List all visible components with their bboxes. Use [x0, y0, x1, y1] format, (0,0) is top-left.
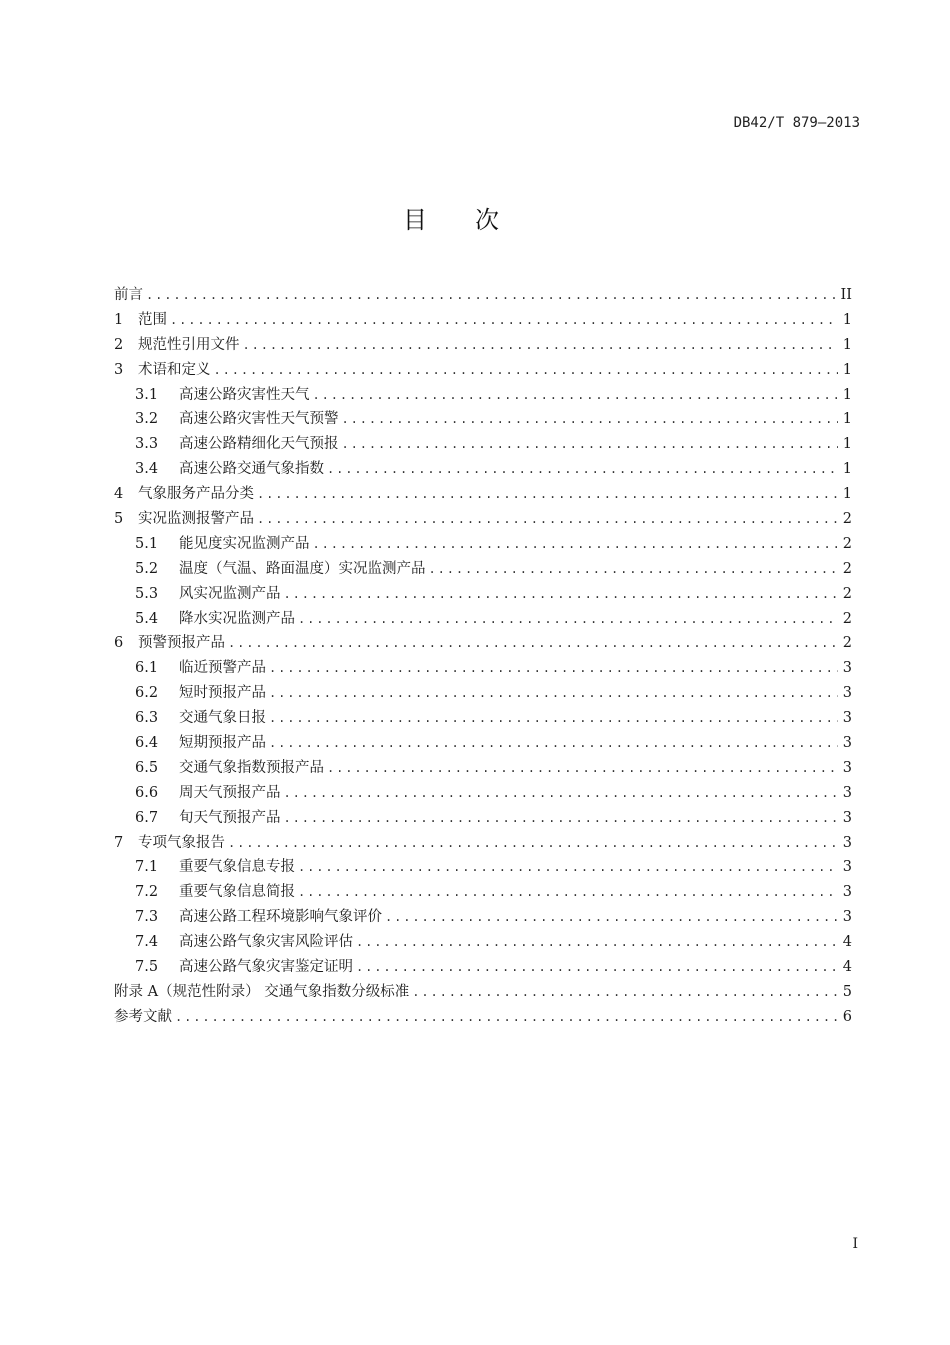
- toc-entry-number: 3.1: [135, 386, 159, 403]
- toc-dot-leader: [269, 656, 838, 681]
- toc-dot-leader: [243, 333, 839, 358]
- toc-entry-label: 高速公路交通气象指数: [179, 461, 324, 478]
- toc-entry-label: 附录 A（规范性附录） 交通气象指数分级标准: [114, 983, 410, 1000]
- toc-entry-number: 5.2: [135, 560, 159, 577]
- toc-entry-number: 6.4: [135, 735, 159, 752]
- toc-entry-page: 3: [842, 710, 852, 727]
- toc-entry-label: 重要气象信息专报: [179, 859, 295, 876]
- toc-entry-number: 6.7: [135, 809, 159, 826]
- toc-entry[interactable]: [114, 756, 852, 781]
- toc-entry[interactable]: [114, 681, 852, 706]
- toc-entry[interactable]: [114, 781, 852, 806]
- toc-entry-label: 实况监测报警产品: [138, 511, 254, 528]
- toc-entry[interactable]: [114, 930, 852, 955]
- page-title: 目次: [403, 206, 547, 234]
- toc-entry[interactable]: [114, 656, 852, 681]
- toc-entry[interactable]: [114, 532, 852, 557]
- toc-entry-label: 临近预警产品: [179, 660, 266, 677]
- toc-entry[interactable]: [114, 482, 852, 507]
- toc-entry-page: 1: [842, 311, 852, 328]
- toc-entry[interactable]: [114, 507, 852, 532]
- toc-entry[interactable]: [114, 806, 852, 831]
- toc-entry-page: 2: [842, 535, 852, 552]
- toc-entry-label: 高速公路气象灾害风险评估: [179, 934, 353, 951]
- toc-dot-leader: [146, 283, 837, 308]
- toc-dot-leader: [298, 880, 838, 905]
- toc-entry-number: 6.5: [135, 759, 159, 776]
- toc-entry-page: 3: [842, 660, 852, 677]
- toc-entry-page: 3: [842, 735, 852, 752]
- toc-entry-number: 6.3: [135, 710, 159, 727]
- toc-entry-label: 预警预报产品: [138, 635, 225, 652]
- toc-dot-leader: [327, 457, 838, 482]
- table-of-contents: [114, 283, 852, 1030]
- toc-entry-page: 4: [842, 934, 852, 951]
- toc-entry[interactable]: [114, 831, 852, 856]
- toc-entry[interactable]: [114, 607, 852, 632]
- toc-dot-leader: [356, 930, 838, 955]
- toc-dot-leader: [170, 308, 838, 333]
- toc-entry-label: 高速公路气象灾害鉴定证明: [179, 959, 353, 976]
- toc-entry-label: 高速公路灾害性天气: [179, 386, 310, 403]
- toc-entry-number: 5.1: [135, 535, 159, 552]
- toc-entry-number: 6.6: [135, 784, 159, 801]
- toc-entry-number: 3.3: [135, 436, 159, 453]
- toc-entry[interactable]: [114, 457, 852, 482]
- toc-entry-page: 3: [842, 809, 852, 826]
- toc-entry-page: 2: [842, 511, 852, 528]
- toc-entry-number: 7.5: [135, 959, 159, 976]
- toc-entry-page: 3: [842, 909, 852, 926]
- toc-dot-leader: [228, 631, 838, 656]
- toc-dot-leader: [356, 955, 838, 980]
- toc-entry[interactable]: [114, 283, 852, 308]
- toc-entry-number: 3.4: [135, 461, 159, 478]
- toc-entry-number: 2: [114, 336, 124, 353]
- toc-entry-label: 前言: [114, 287, 143, 303]
- toc-entry[interactable]: [114, 905, 852, 930]
- toc-entry-page: 3: [842, 884, 852, 901]
- toc-entry-page: 3: [842, 859, 852, 876]
- toc-entry-page: 1: [842, 386, 852, 403]
- toc-dot-leader: [342, 407, 839, 432]
- toc-entry[interactable]: [114, 333, 852, 358]
- toc-entry-label: 短期预报产品: [179, 735, 266, 752]
- toc-entry[interactable]: [114, 855, 852, 880]
- toc-entry-number: 3.2: [135, 411, 159, 428]
- toc-entry-number: 7.3: [135, 909, 159, 926]
- toc-entry[interactable]: [114, 731, 852, 756]
- toc-entry-page: 2: [842, 560, 852, 577]
- toc-entry-label: 高速公路精细化天气预报: [179, 436, 339, 453]
- toc-entry-page: 1: [842, 336, 852, 353]
- toc-entry[interactable]: [114, 358, 852, 383]
- toc-entry-page: 1: [842, 461, 852, 478]
- toc-entry-label: 参考文献: [114, 1008, 172, 1025]
- toc-entry-page: 3: [842, 759, 852, 776]
- toc-dot-leader: [175, 1005, 838, 1030]
- toc-dot-leader: [257, 507, 838, 532]
- toc-entry-label: 专项气象报告: [138, 834, 225, 851]
- toc-entry-label: 规范性引用文件: [138, 336, 240, 353]
- toc-entry[interactable]: [114, 1005, 852, 1030]
- toc-entry-page: 3: [842, 834, 852, 851]
- toc-entry-page: 3: [842, 685, 852, 702]
- toc-entry-label: 高速公路灾害性天气预警: [179, 411, 339, 428]
- toc-entry-page: 2: [842, 635, 852, 652]
- toc-entry-page: 4: [842, 959, 852, 976]
- toc-entry-number: 5.4: [135, 610, 159, 627]
- toc-entry-page: 2: [842, 610, 852, 627]
- toc-entry[interactable]: [114, 308, 852, 333]
- toc-dot-leader: [269, 731, 838, 756]
- toc-entry-number: 6: [114, 635, 124, 652]
- toc-dot-leader: [412, 980, 838, 1005]
- toc-entry-number: 7: [114, 834, 124, 851]
- toc-entry[interactable]: [114, 383, 852, 408]
- toc-dot-leader: [284, 806, 839, 831]
- toc-entry[interactable]: [114, 980, 852, 1005]
- toc-entry-number: 5.3: [135, 585, 159, 602]
- toc-entry[interactable]: [114, 557, 852, 582]
- toc-entry[interactable]: [114, 407, 852, 432]
- toc-dot-leader: [284, 582, 839, 607]
- toc-entry-number: 7.4: [135, 934, 159, 951]
- toc-entry-number: 7.1: [135, 859, 159, 876]
- toc-dot-leader: [257, 482, 838, 507]
- toc-dot-leader: [429, 557, 839, 582]
- toc-entry-page: 5: [842, 983, 852, 1000]
- toc-entry-number: 3: [114, 361, 124, 378]
- toc-dot-leader: [385, 905, 838, 930]
- toc-entry-label: 风实况监测产品: [179, 585, 281, 602]
- toc-entry-label: 气象服务产品分类: [138, 486, 254, 503]
- toc-entry-number: 6.2: [135, 685, 159, 702]
- page-number: I: [852, 1236, 858, 1252]
- toc-entry-label: 交通气象日报: [179, 710, 266, 727]
- toc-entry[interactable]: [114, 631, 852, 656]
- toc-dot-leader: [327, 756, 838, 781]
- toc-dot-leader: [269, 681, 838, 706]
- toc-entry-label: 旬天气预报产品: [179, 809, 281, 826]
- document-code: DB42/T 879—2013: [733, 115, 860, 131]
- toc-dot-leader: [298, 855, 838, 880]
- toc-entry-label: 术语和定义: [138, 361, 211, 378]
- toc-entry-page: 2: [842, 585, 852, 602]
- toc-dot-leader: [228, 831, 838, 856]
- toc-entry-number: 7.2: [135, 884, 159, 901]
- toc-entry-number: 5: [114, 511, 124, 528]
- toc-entry-page: 1: [842, 361, 852, 378]
- toc-entry-page: II: [840, 287, 852, 303]
- toc-dot-leader: [313, 532, 839, 557]
- toc-entry-label: 交通气象指数预报产品: [179, 759, 324, 776]
- toc-entry-label: 周天气预报产品: [179, 784, 281, 801]
- toc-entry-label: 短时预报产品: [179, 685, 266, 702]
- toc-dot-leader: [342, 432, 839, 457]
- toc-entry-label: 温度（气温、路面温度）实况监测产品: [179, 560, 426, 577]
- toc-dot-leader: [214, 358, 839, 383]
- toc-dot-leader: [313, 383, 839, 408]
- toc-dot-leader: [284, 781, 839, 806]
- toc-entry[interactable]: [114, 582, 852, 607]
- toc-entry-page: 1: [842, 486, 852, 503]
- toc-entry-label: 范围: [138, 311, 167, 328]
- toc-entry[interactable]: [114, 432, 852, 457]
- toc-entry-number: 1: [114, 311, 124, 328]
- toc-entry-label: 重要气象信息简报: [179, 884, 295, 901]
- toc-entry-page: 1: [842, 436, 852, 453]
- toc-entry-page: 3: [842, 784, 852, 801]
- toc-entry-number: 6.1: [135, 660, 159, 677]
- toc-entry[interactable]: [114, 880, 852, 905]
- toc-entry[interactable]: [114, 706, 852, 731]
- toc-entry-label: 高速公路工程环境影响气象评价: [179, 909, 382, 926]
- toc-dot-leader: [269, 706, 838, 731]
- toc-entry-label: 能见度实况监测产品: [179, 535, 310, 552]
- toc-entry-number: 4: [114, 486, 124, 503]
- toc-entry-page: 6: [842, 1008, 852, 1025]
- toc-entry-label: 降水实况监测产品: [179, 610, 295, 627]
- toc-dot-leader: [298, 607, 838, 632]
- toc-entry[interactable]: [114, 955, 852, 980]
- toc-entry-page: 1: [842, 411, 852, 428]
